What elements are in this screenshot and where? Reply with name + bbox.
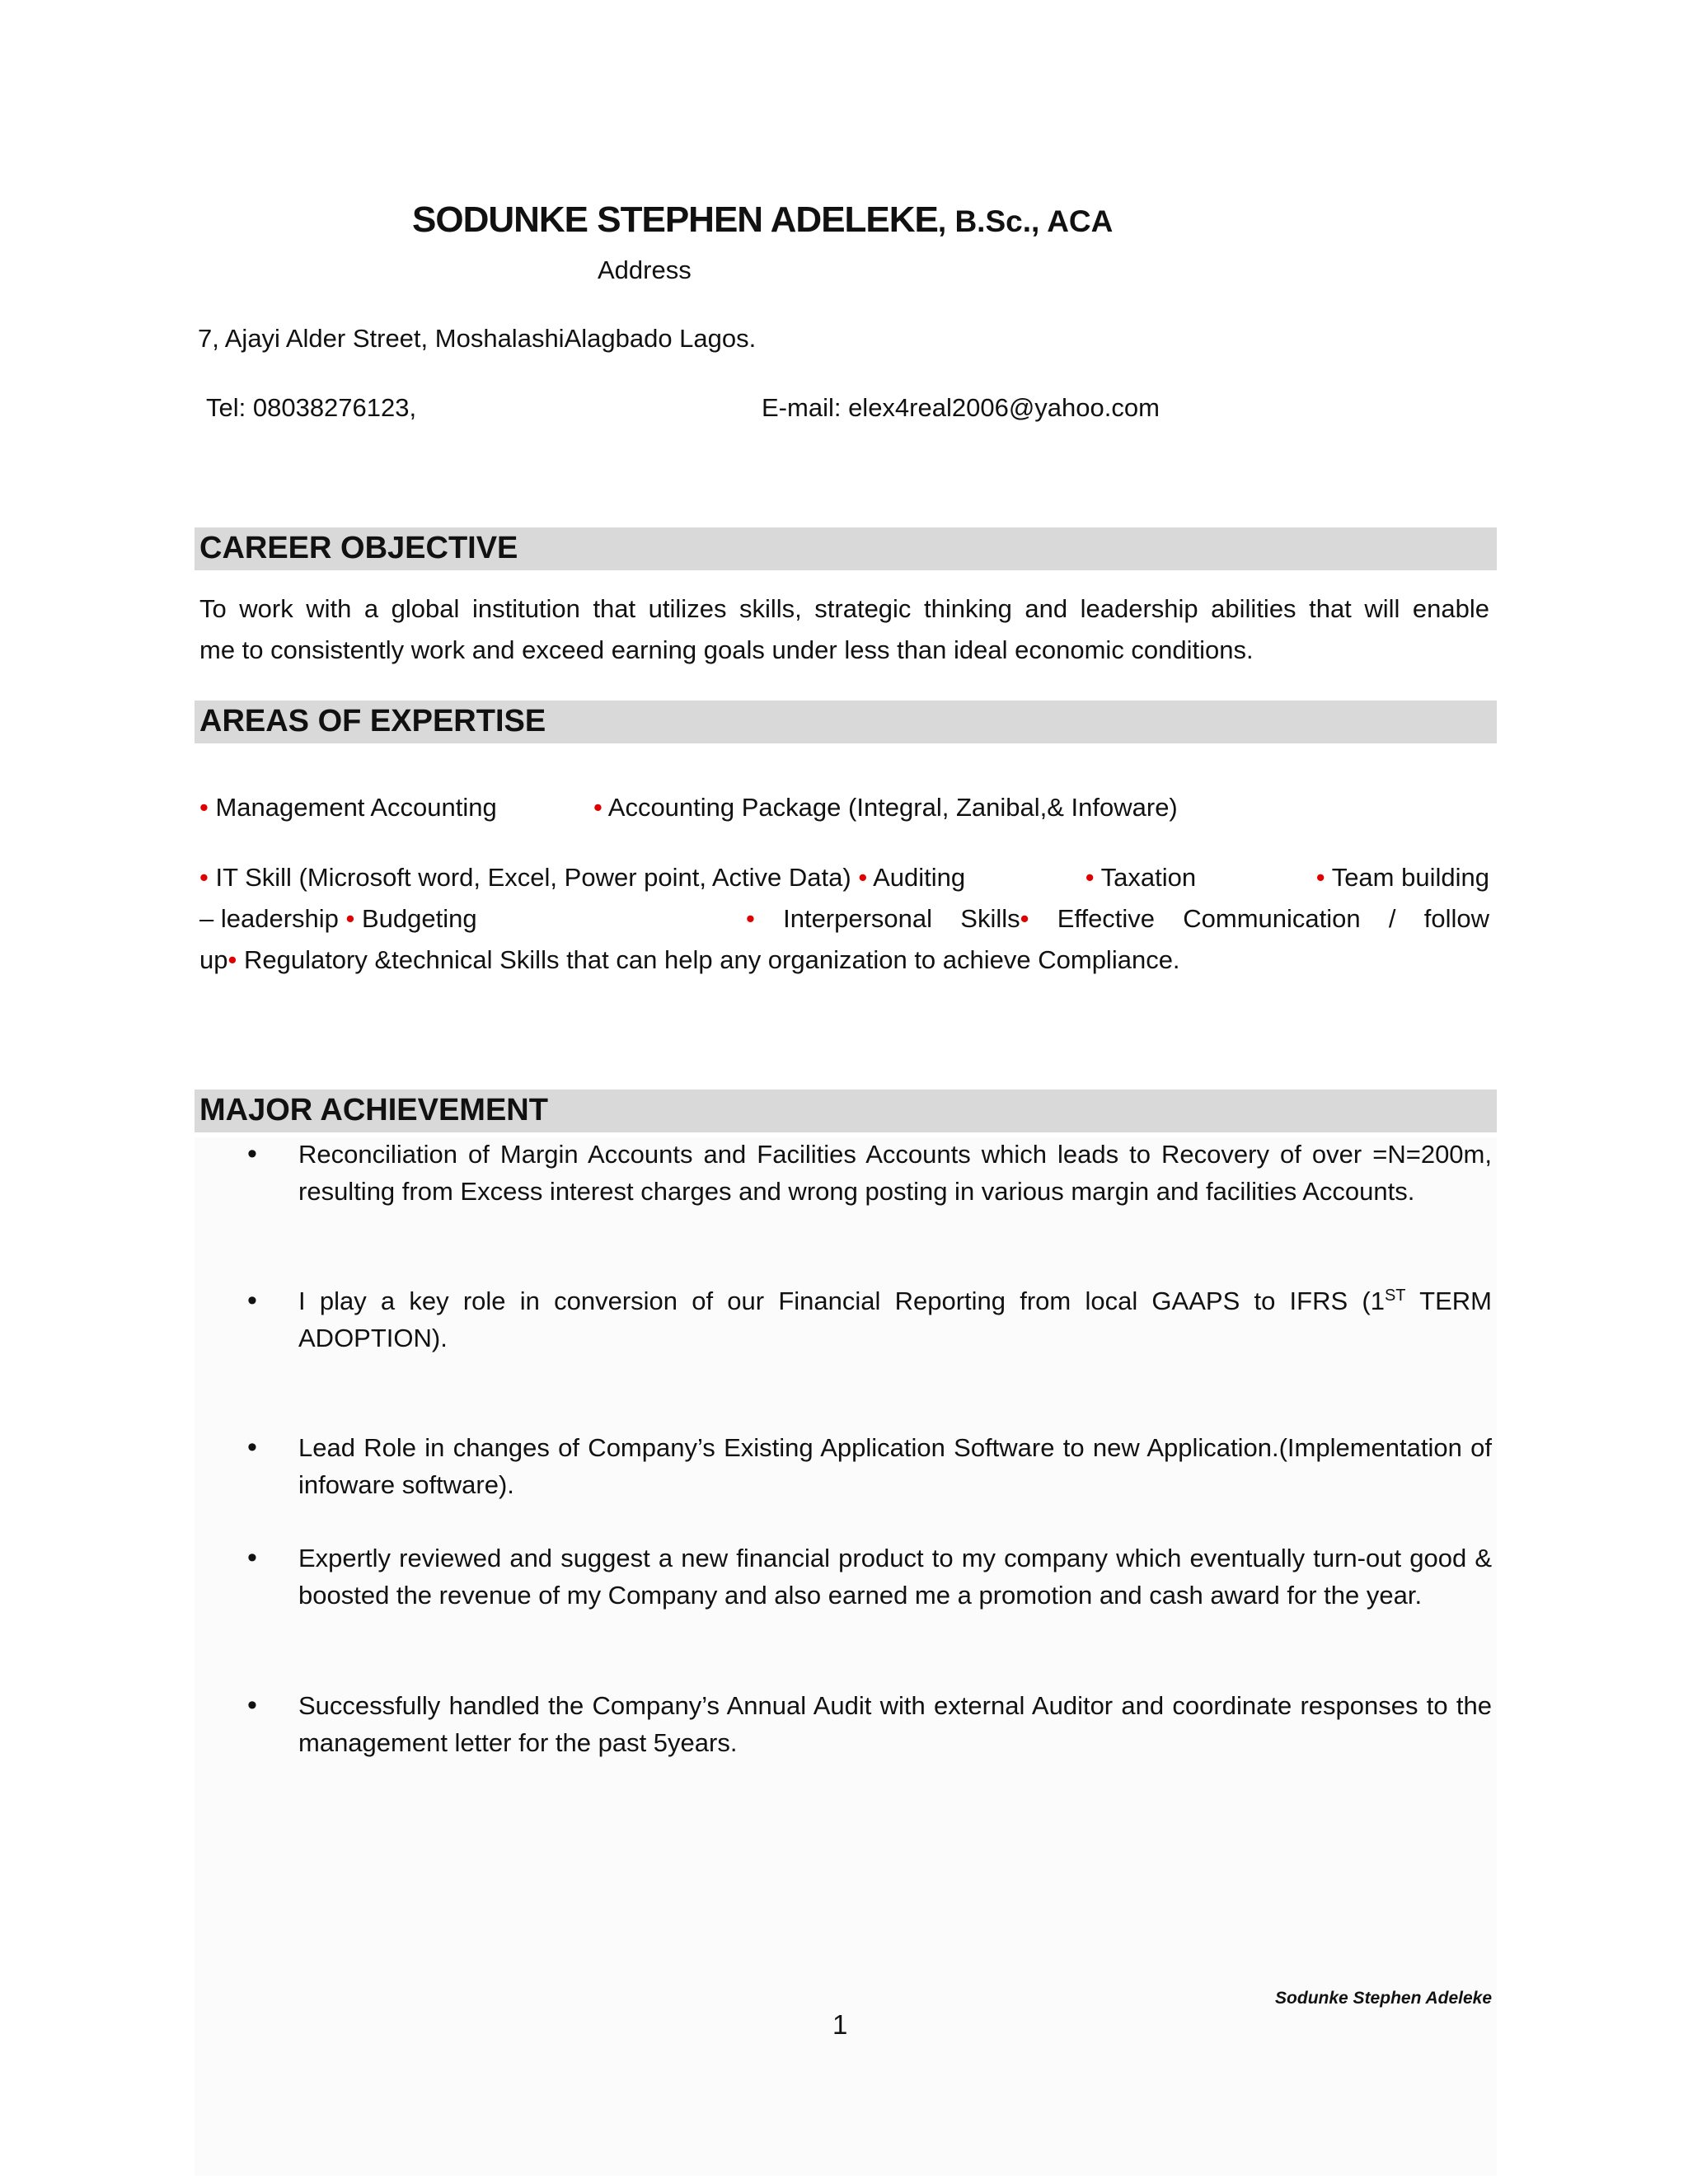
red-bullet-icon: •	[227, 945, 237, 974]
expertise-item-accounting-package: • Accounting Package (Integral, Zanibal,& Infoware)	[593, 793, 1178, 822]
red-bullet-icon: •	[593, 793, 603, 822]
expertise-item-interpersonal: • Interpersonal Skills• Effective Communication / follow	[746, 904, 1489, 933]
candidate-name	[412, 199, 1113, 241]
email-text: E-mail: elex4real2006@yahoo.com	[762, 393, 1160, 422]
red-bullet-icon: •	[199, 863, 209, 892]
achievement-heading: MAJOR ACHIEVEMENT	[199, 1093, 548, 1127]
bullet-icon: •	[247, 1542, 257, 1573]
achievement-text: Successfully handled the Company’s Annual Audit with external Auditor and coordinate responses to the management letter for the past 5years.	[298, 1691, 1492, 1757]
red-bullet-icon: •	[345, 904, 355, 933]
expertise-item-it-skill: • IT Skill (Microsoft word, Excel, Power point, Active Data) • Auditing	[199, 863, 966, 892]
footer-name: Sodunke Stephen Adeleke	[1275, 1989, 1492, 2008]
career-objective-line-1: To work with a global institution that utilizes skills, strategic thinking and leadership abilities that will enable	[199, 594, 1489, 623]
red-bullet-icon: •	[1315, 863, 1325, 892]
red-bullet-icon: •	[746, 904, 755, 933]
expertise-heading: AREAS OF EXPERTISE	[199, 704, 546, 738]
page-number: 1	[832, 2009, 848, 2040]
achievement-text: I play a key role in conversion of our Financial Reporting from local GAAPS to IFRS (1ST TERM ADOPTION).	[298, 1286, 1492, 1352]
career-objective-line-2: me to consistently work and exceed earning goals under less than ideal economic conditions.	[199, 635, 1254, 664]
address-label: Address	[598, 255, 692, 284]
achievement-text: Expertly reviewed and suggest a new financial product to my company which eventually turn-out good & boosted the revenue of my Company and also earned me a promotion and cash award for the year.	[298, 1544, 1492, 1610]
red-bullet-icon: •	[1085, 863, 1095, 892]
achievement-text: Lead Role in changes of Company’s Existing Application Software to new Application.(Implementation of infoware software).	[298, 1433, 1492, 1499]
bullet-icon: •	[247, 1285, 257, 1316]
address-text: 7, Ajayi Alder Street, MoshalashiAlagbado Lagos.	[198, 324, 757, 353]
telephone-text: Tel: 08038276123,	[206, 393, 417, 422]
red-bullet-icon: •	[858, 863, 868, 892]
bullet-icon: •	[247, 1432, 257, 1463]
credentials-text: , B.Sc., ACA	[937, 204, 1114, 238]
achievement-text: Reconciliation of Margin Accounts and Facilities Accounts which leads to Recovery of over =N=200m, resulting from Excess interest charges and wrong posting in various margin and facilities Accounts.	[298, 1140, 1492, 1206]
career-objective-heading: CAREER OBJECTIVE	[199, 531, 518, 565]
expertise-item-management-accounting: • Management Accounting	[199, 793, 497, 822]
expertise-item-regulatory: up• Regulatory &technical Skills that can help any organization to achieve Compliance.	[199, 945, 1180, 974]
expertise-item-leadership-budgeting: – leadership • Budgeting	[199, 904, 477, 933]
bullet-icon: •	[247, 1138, 257, 1169]
expertise-item-taxation: • Taxation	[1085, 863, 1197, 892]
red-bullet-icon: •	[199, 793, 209, 822]
expertise-row-1	[199, 863, 1489, 893]
name-text: SODUNKE STEPHEN ADELEKE	[412, 199, 938, 240]
expertise-item-team-building: • Team building	[1315, 863, 1489, 892]
bullet-icon: •	[247, 1690, 257, 1721]
red-bullet-icon: •	[1020, 904, 1029, 933]
